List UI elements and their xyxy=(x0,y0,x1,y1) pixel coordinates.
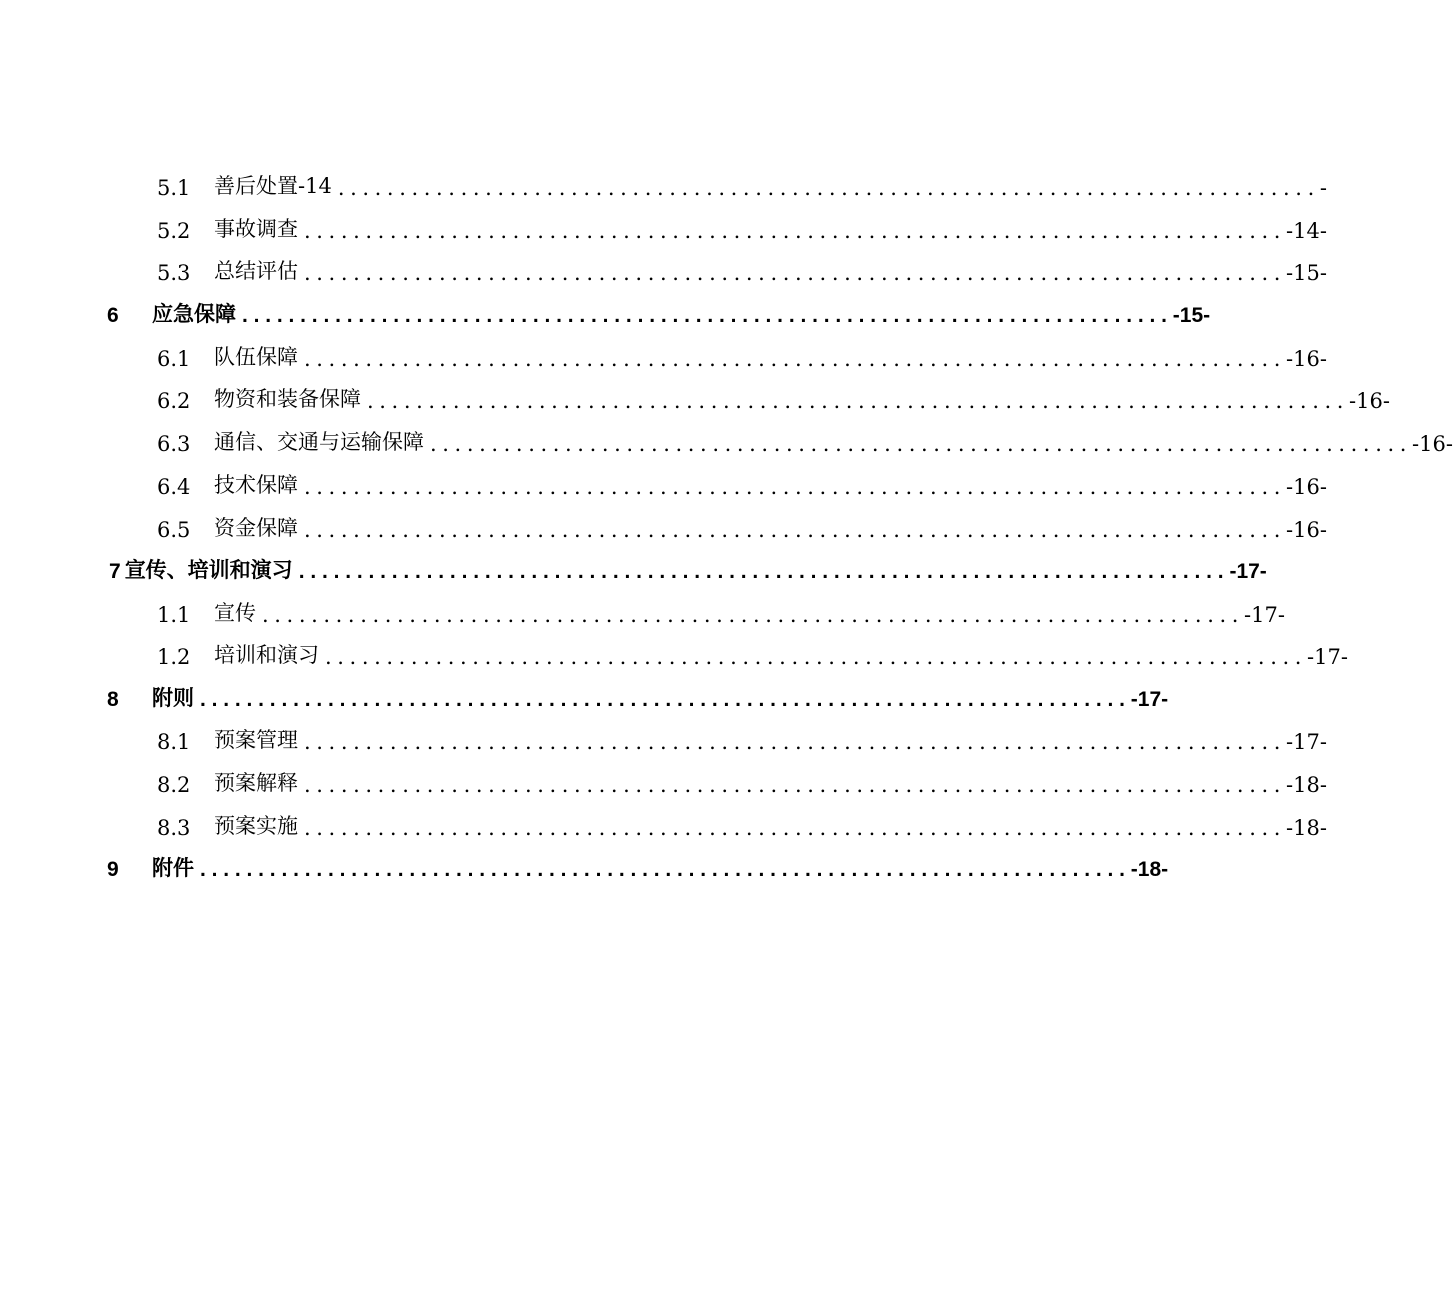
toc-dot-leader: ................................................................................ xyxy=(304,773,1287,797)
toc-entry-page: -15- xyxy=(1286,261,1327,285)
toc-entry-title: 预案管理 xyxy=(214,728,298,752)
toc-entry-page: -18- xyxy=(1286,773,1327,797)
toc-entry-number: 5.2 xyxy=(157,219,191,243)
toc-entry-number: 8.3 xyxy=(157,816,191,840)
toc-dot-leader: ................................................................................ xyxy=(200,688,1131,711)
toc-entry-1-2[interactable] xyxy=(157,635,1348,669)
toc-entry-page: -17- xyxy=(1307,645,1348,669)
toc-entry-number: 6.3 xyxy=(157,432,191,456)
toc-entry-5-3[interactable] xyxy=(157,251,1327,285)
toc-entry-number: 6.2 xyxy=(157,389,191,413)
toc-dot-leader: ................................................................................ xyxy=(242,304,1173,327)
toc-entry-6-1[interactable] xyxy=(157,337,1327,371)
toc-entry-6-4[interactable] xyxy=(157,465,1327,499)
toc-entry-page: -17- xyxy=(1130,688,1169,711)
toc-dot-leader: ................................................................................ xyxy=(304,816,1287,840)
toc-entry-title: 附件 xyxy=(152,857,194,880)
toc-entry-page: -14- xyxy=(1286,219,1327,243)
toc-entry-page: -17- xyxy=(1229,560,1267,583)
toc-entry-title: 资金保障 xyxy=(214,516,298,540)
toc-entry-title: 物资和装备保障 xyxy=(214,387,361,411)
toc-entry-number: 6.4 xyxy=(157,475,191,499)
toc-entry-title: 技术保障 xyxy=(214,473,298,497)
toc-entry-title: 预案解释 xyxy=(214,771,298,795)
toc-entry-page: -16- xyxy=(1286,475,1327,499)
toc-dot-leader: ................................................................................ xyxy=(367,389,1350,413)
toc-entry-number: 6.1 xyxy=(157,347,191,371)
toc-entry-page: -16- xyxy=(1349,389,1390,413)
toc-entry-number: 8 xyxy=(107,688,119,711)
toc-dot-leader: ................................................................................ xyxy=(304,347,1287,371)
toc-entry-title: 培训和演习 xyxy=(214,643,319,667)
toc-entry-title: 总结评估 xyxy=(214,259,298,283)
toc-dot-leader: ................................................................................ xyxy=(430,432,1413,456)
toc-dot-leader: ................................................................................ xyxy=(304,518,1287,542)
toc-entry-title: 附则 xyxy=(152,687,194,710)
toc-entry-title: 宣传、培训和演习 xyxy=(124,559,293,582)
toc-dot-leader: ................................................................................ xyxy=(337,176,1320,200)
toc-dot-leader: ................................................................................ xyxy=(304,219,1287,243)
toc-entry-6-5[interactable] xyxy=(157,508,1327,542)
toc-entry-page: -18- xyxy=(1130,858,1169,881)
toc-entry-7[interactable] xyxy=(109,550,1267,584)
toc-entry-page: -16- xyxy=(1286,518,1327,542)
toc-dot-leader: ................................................................................ xyxy=(304,261,1287,285)
toc-entry-5-1[interactable] xyxy=(157,166,1327,200)
toc-entry-8-3[interactable] xyxy=(157,806,1327,840)
toc-entry-5-2[interactable] xyxy=(157,209,1327,243)
toc-entry-6-3[interactable] xyxy=(157,422,1453,456)
toc-entry-page: -15- xyxy=(1172,304,1211,327)
toc-entry-title: 通信、交通与运输保障 xyxy=(214,430,424,454)
toc-entry-page: -18- xyxy=(1286,816,1327,840)
toc-entry-page: -16- xyxy=(1412,432,1453,456)
toc-entry-page: - xyxy=(1319,176,1327,200)
toc-entry-6-2[interactable] xyxy=(157,379,1390,413)
toc-entry-title: 队伍保障 xyxy=(214,345,298,369)
toc-dot-leader: ................................................................................ xyxy=(304,730,1287,754)
toc-entry-title: 事故调查 xyxy=(214,217,298,241)
toc-entry-page: -16- xyxy=(1286,347,1327,371)
toc-entry-number: 1.1 xyxy=(157,603,191,627)
toc-entry-9[interactable] xyxy=(107,848,1169,882)
toc-entry-page: -17- xyxy=(1286,730,1327,754)
toc-entry-number: 8.1 xyxy=(157,730,191,754)
toc-dot-leader: ................................................................................ xyxy=(200,858,1131,881)
toc-entry-number: 9 xyxy=(107,858,119,881)
toc-entry-page: -17- xyxy=(1244,603,1285,627)
toc-entry-8[interactable] xyxy=(107,678,1169,712)
toc-entry-8-2[interactable] xyxy=(157,763,1327,797)
toc-entry-title: 预案实施 xyxy=(214,814,298,838)
toc-dot-leader: ................................................................................ xyxy=(298,560,1230,583)
toc-entry-number: 7 xyxy=(109,560,121,583)
toc-entry-title: 宣传 xyxy=(214,601,256,625)
toc-entry-number: 6.5 xyxy=(157,518,191,542)
toc-entry-title: 应急保障 xyxy=(152,303,236,326)
toc-entry-6[interactable] xyxy=(107,294,1211,328)
toc-entry-number: 5.3 xyxy=(157,261,191,285)
toc-entry-1-1[interactable] xyxy=(157,593,1285,627)
toc-entry-number: 6 xyxy=(107,304,119,327)
toc-dot-leader: ................................................................................ xyxy=(304,475,1287,499)
toc-dot-leader: ................................................................................ xyxy=(262,603,1245,627)
toc-entry-number: 8.2 xyxy=(157,773,191,797)
toc-dot-leader: ................................................................................ xyxy=(325,645,1308,669)
toc-entry-title: 善后处置-14 xyxy=(214,174,332,198)
toc-entry-number: 5.1 xyxy=(157,176,191,200)
toc-entry-8-1[interactable] xyxy=(157,720,1327,754)
toc-entry-number: 1.2 xyxy=(157,645,191,669)
